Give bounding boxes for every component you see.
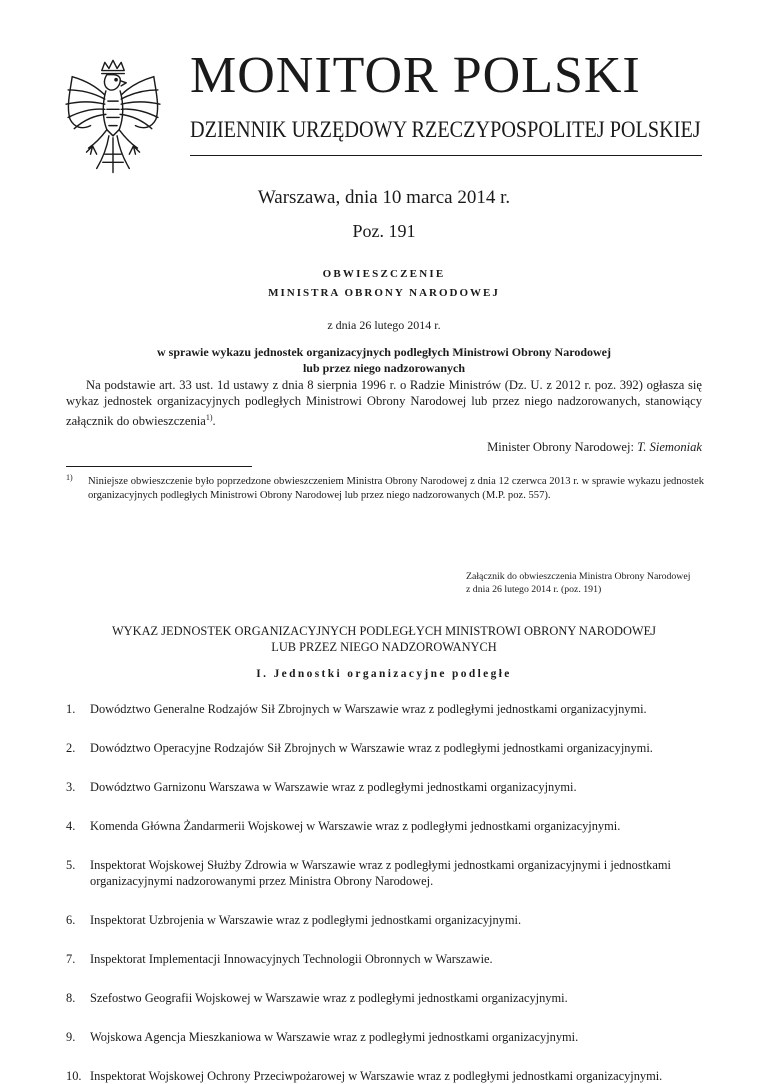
list-item-number: 8. — [66, 991, 76, 1005]
footnote-reference: 1) — [205, 412, 213, 422]
list-title-line-2: LUB PRZEZ NIEGO NADZOROWANYCH — [271, 639, 497, 654]
list-item-number: 3. — [66, 780, 76, 794]
announcement-body-end: . — [212, 413, 216, 428]
issue-position: Poz. 191 — [352, 221, 416, 241]
list-item-number: 2. — [66, 741, 76, 755]
list-item-number: 9. — [66, 1030, 76, 1044]
announcement-body — [66, 377, 702, 429]
list-item-text: Szefostwo Geografii Wojskowej w Warszawie wraz z podległymi jednostkami organizacyjnymi. — [90, 991, 568, 1005]
list-title-line-1: WYKAZ JEDNOSTEK ORGANIZACYJNYCH PODLEGŁYCH MINISTROWI OBRONY NARODOWEJ — [111, 624, 656, 638]
section-heading: I. Jednostki organizacyjne podległe — [256, 668, 512, 680]
signature-label: Minister Obrony Narodowej: — [487, 440, 638, 454]
announcement-body-text: Na podstawie art. 33 ust. 1d ustawy z dnia 8 sierpnia 1996 r. o Radzie Ministrów (Dz. U. z 2012 r. poz. 392) ogłasza się wykaz jednostek organizacyjnych podległych Ministrowi Obrony Narodowej lub przez niego nadzorowanych, stanowiący załącznik do obwieszczenia — [66, 378, 702, 428]
list-title — [0, 624, 768, 655]
announcement-subject-line-1: w sprawie wykazu jednostek organizacyjnych podległych Ministrowi Obrony Narodowej — [156, 345, 611, 359]
annex-note-line-2: z dnia 26 lutego 2014 r. (poz. 191) — [466, 584, 602, 595]
announcement-date: z dnia 26 lutego 2014 r. — [327, 318, 441, 332]
footnote-mark: 1) — [66, 473, 73, 482]
list-item-number: 5. — [66, 858, 76, 872]
issue-place-date: Warszawa, dnia 10 marca 2014 r. — [257, 187, 511, 208]
list-item-number: 4. — [66, 819, 76, 833]
annex-note-line-1: Załącznik do obwieszczenia Ministra Obrony Narodowej — [466, 571, 691, 582]
signature-name: T. Siemoniak — [637, 440, 702, 454]
annex-note — [466, 570, 690, 596]
list-item-text: Inspektorat Uzbrojenia w Warszawie wraz z podległymi jednostkami organizacyjnymi. — [90, 913, 522, 927]
list-item-number: 6. — [66, 913, 76, 927]
list-item-text: Inspektorat Wojskowej Ochrony Przeciwpożarowej w Warszawie wraz z podległymi jednostkami organizacyjnymi. — [90, 1069, 663, 1083]
list-item-text: Inspektorat Implementacji Innowacyjnych Technologii Obronnych w Warszawie. — [90, 952, 493, 966]
list-item-text: Wojskowa Agencja Mieszkaniowa w Warszawie wraz z podległymi jednostkami organizacyjnymi. — [90, 1030, 579, 1044]
list-item-number: 7. — [66, 952, 76, 966]
list-item-text: Dowództwo Operacyjne Rodzajów Sił Zbrojnych w Warszawie wraz z podległymi jednostkami organizacyjnymi. — [90, 741, 653, 755]
announcement-subject-line-2: lub przez niego nadzorowanych — [302, 361, 466, 375]
list-item-text: Komenda Główna Żandarmerii Wojskowej w Warszawie wraz z podległymi jednostkami organizacyjnymi. — [90, 819, 621, 833]
signature — [487, 440, 702, 455]
announcement-subject — [0, 344, 768, 376]
footnote-divider — [66, 466, 252, 467]
announcement-issuer: MINISTRA OBRONY NARODOWEJ — [268, 287, 500, 299]
list-item-text: Dowództwo Generalne Rodzajów Sił Zbrojnych w Warszawie wraz z podległymi jednostkami organizacyjnymi. — [90, 702, 647, 716]
footnote-text: Niniejsze obwieszczenie było poprzedzone obwieszczeniem Ministra Obrony Narodowej z dnia 12 czerwca 2013 r. w sprawie wykazu jednostek organizacyjnych podległych Ministrowi Obrony Narodowej lub przez niego nadzorowanych (M.P. poz. 557). — [88, 476, 704, 502]
masthead-divider — [190, 155, 702, 156]
list-item-text: Inspektorat Wojskowej Służby Zdrowia w Warszawie wraz z podległymi jednostkami organizacyjnymi i jednostkami organizacyjnymi nadzorowanymi przez Ministra Obrony Narodowej. — [90, 858, 671, 888]
polish-eagle-emblem-icon — [62, 56, 164, 184]
list-item-text: Dowództwo Garnizonu Warszawa w Warszawie wraz z podległymi jednostkami organizacyjnymi. — [90, 780, 577, 794]
list-item-number: 1. — [66, 702, 76, 716]
list-item-number: 10. — [66, 1069, 82, 1083]
announcement-heading: OBWIESZCZENIE — [322, 268, 446, 280]
publication-title: MONITOR POLSKI — [190, 47, 641, 104]
publication-subtitle: DZIENNIK URZĘDOWY RZECZYPOSPOLITEJ POLSKIEJ — [190, 117, 701, 143]
